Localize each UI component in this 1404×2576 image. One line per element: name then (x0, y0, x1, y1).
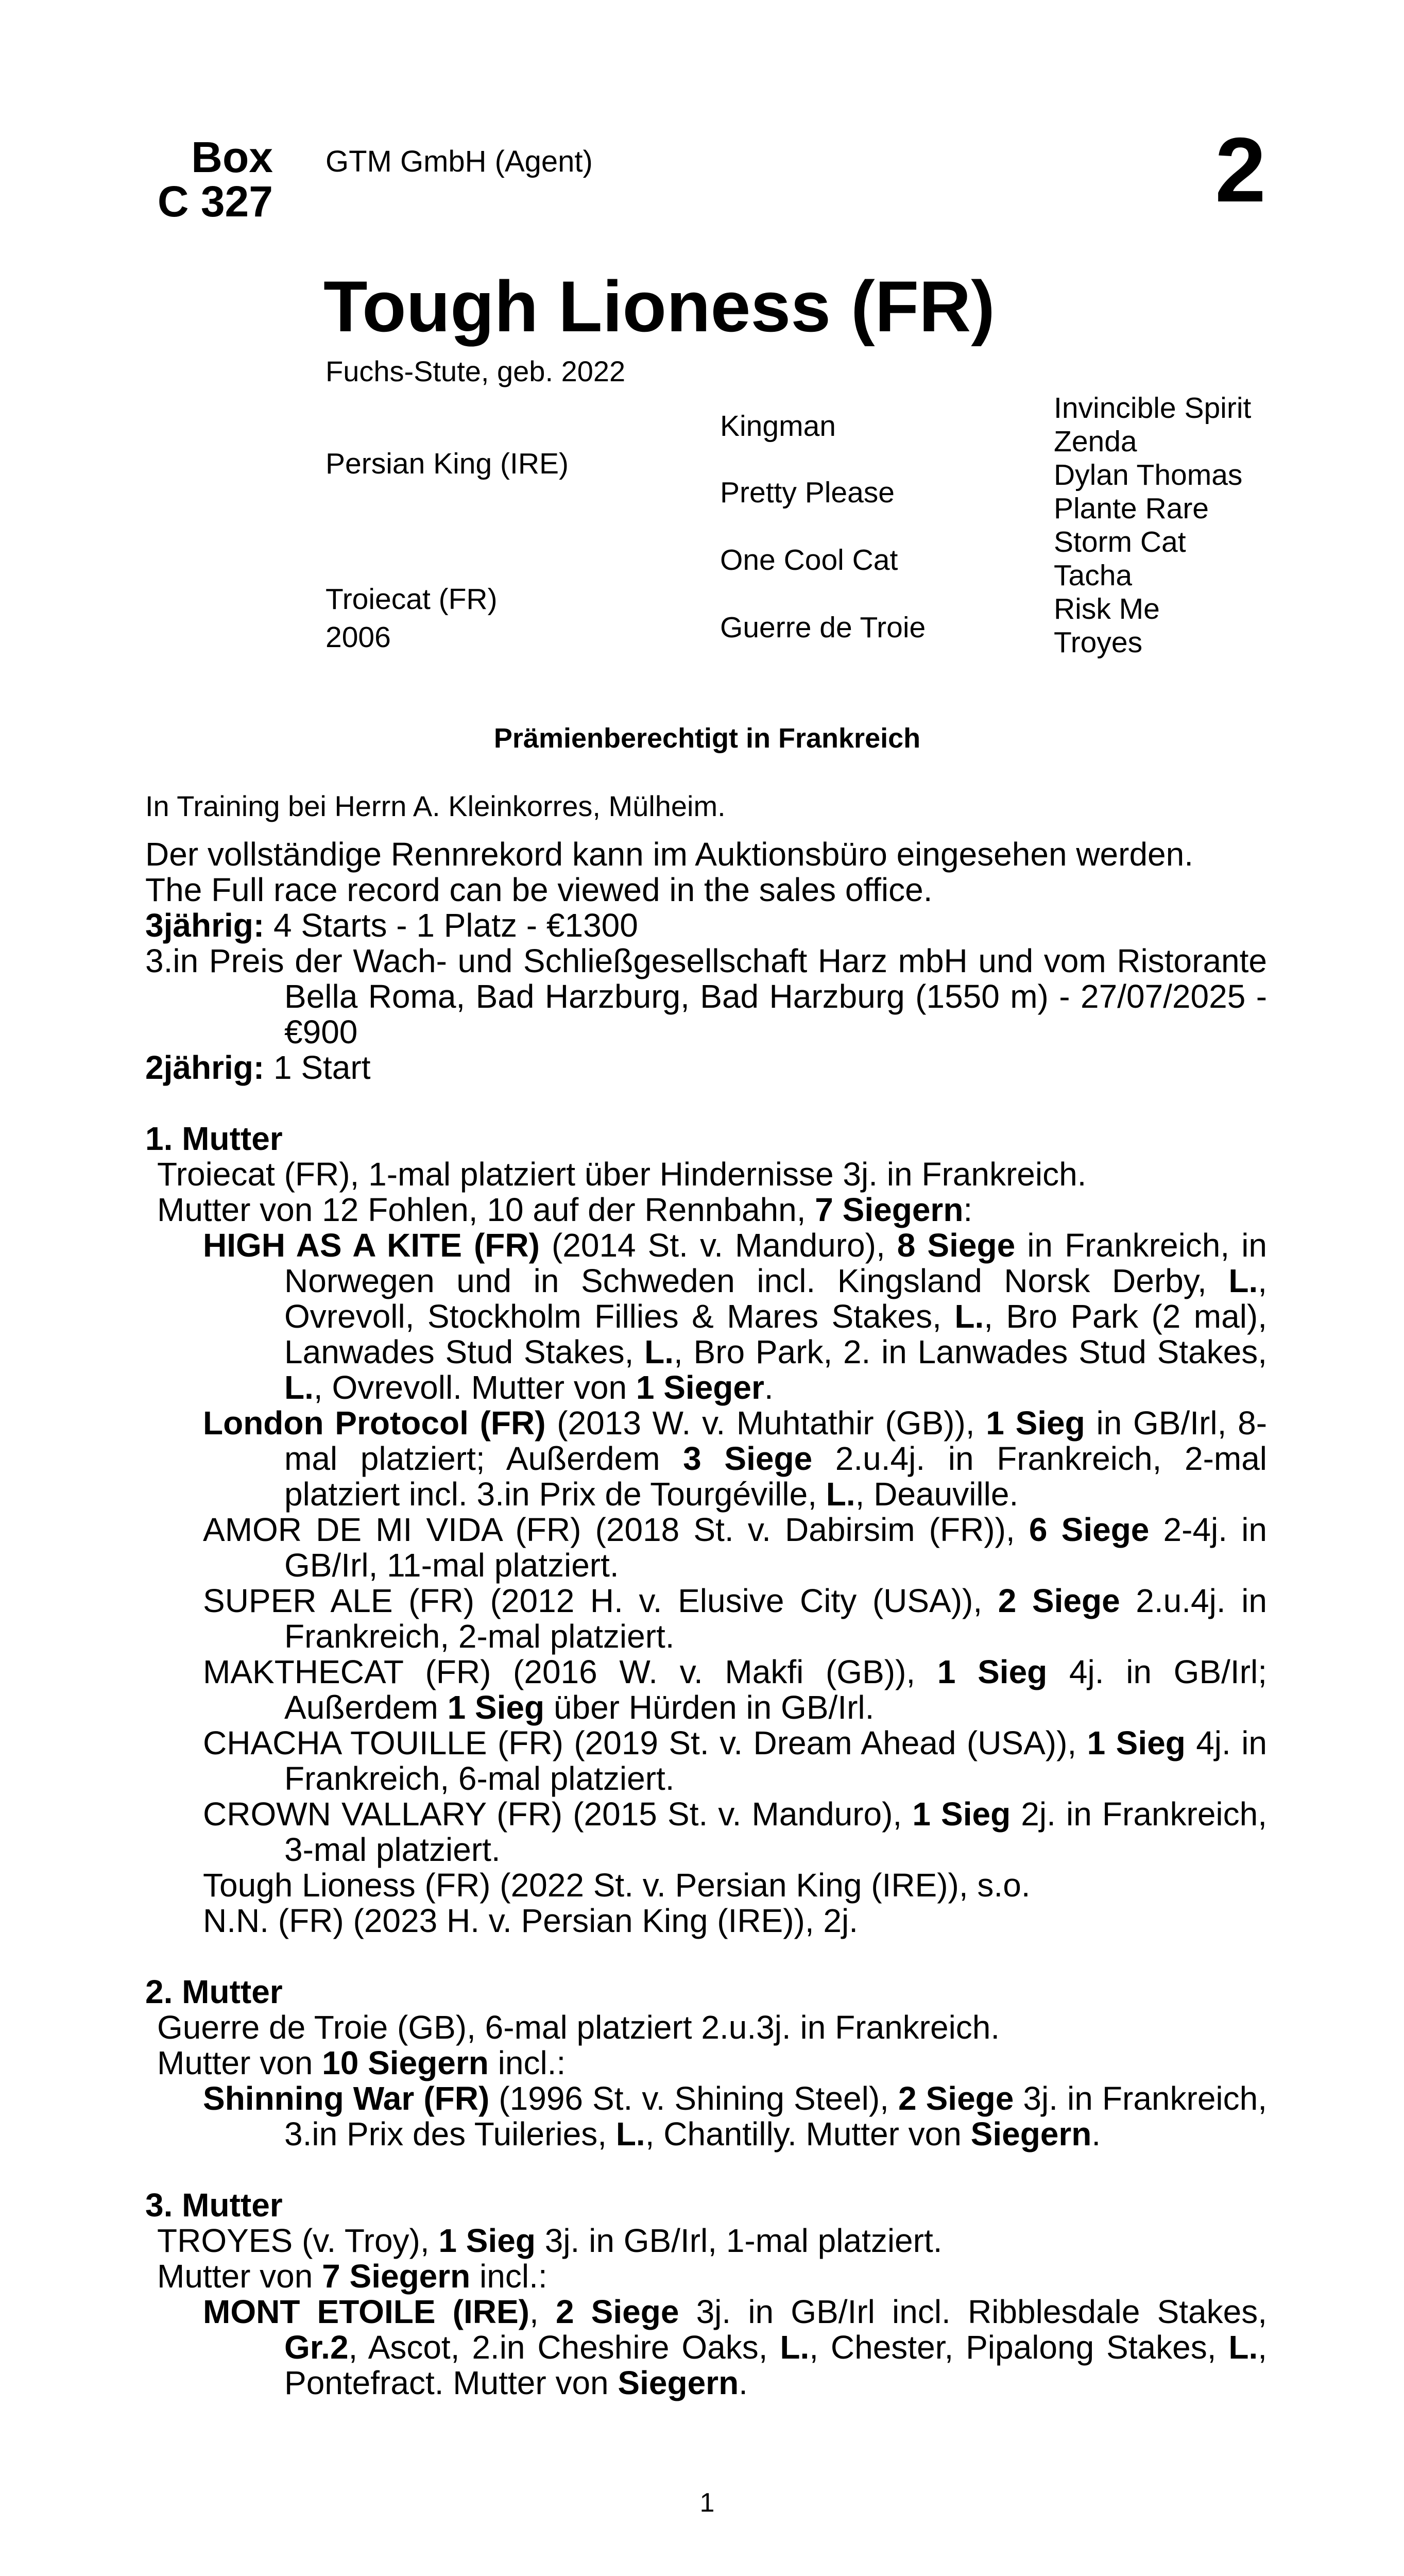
text: 3j. in GB/Irl, 1-mal platziert. (535, 2222, 943, 2259)
text: incl.: (488, 2044, 566, 2081)
offspring-entry (145, 1797, 1267, 1868)
bold-text: 1 Sieg (937, 1653, 1048, 1690)
offspring-entry (145, 1512, 1267, 1583)
bold-text: 1 Sieg (912, 1795, 1011, 1833)
pedigree-great-grandparent: Plante Rare (1054, 492, 1209, 525)
bold-text: 3 Siege (683, 1440, 813, 1477)
spacer (145, 1086, 1267, 1121)
horse-description: Fuchs-Stute, geb. 2022 (326, 355, 626, 387)
text: , Ovrevoll, Stockholm Fillies & Mares Stakes, (284, 1262, 1267, 1335)
box-label: Box (191, 133, 273, 181)
bold-text: 1 Sieger (636, 1369, 764, 1406)
bold-text: 1 Sieg (1087, 1724, 1186, 1761)
bold-text: Siegern (618, 2364, 739, 2401)
text: 4j. in GB/Irl; Außerdem (284, 1653, 1268, 1726)
bold-text: L. (954, 1298, 984, 1335)
bold-text: 2. Mutter (145, 1973, 283, 2010)
text: The Full race record can be viewed in the sales office. (145, 871, 933, 908)
bold-text: 2 Siege (898, 2080, 1014, 2117)
text: . (1091, 2115, 1101, 2153)
bold-text: MONT ETOILE (IRE) (203, 2293, 529, 2330)
bold-text: 3jährig: (145, 907, 265, 944)
text: Mutter von (157, 2044, 322, 2081)
text: 2.u.4j. in Frankreich, 2-mal platziert. (284, 1582, 1268, 1655)
bold-text: 1 Sieg (447, 1689, 545, 1726)
text: , (529, 2293, 556, 2330)
bold-text: L. (780, 2329, 810, 2366)
text: , Pontefract. Mutter von (284, 2329, 1268, 2401)
premium-eligibility: Prämienberechtigt in Frankreich (493, 723, 921, 754)
text-paragraph (145, 1974, 1267, 2010)
text: , Deauville. (855, 1476, 1019, 1513)
text-paragraph (145, 1050, 1267, 1086)
bold-text: 10 Siegern (322, 2044, 489, 2081)
offspring-entry (145, 1725, 1267, 1797)
text: AMOR DE MI VIDA (FR) (2018 St. v. Dabirsim (FR)), (203, 1511, 1029, 1548)
text: 1 Start (264, 1049, 371, 1086)
box-number: C 327 (157, 177, 273, 226)
text: N.N. (FR) (2023 H. v. Persian King (IRE)), 2j. (203, 1902, 858, 1939)
text: 2.u.4j. in Frankreich, 2-mal platziert incl. 3.in Prix de Tourgéville, (284, 1440, 1267, 1513)
text: 3.in Preis der Wach- und Schließgesellschaft Harz mbH und vom Ristorante Bella Roma, Bad Harzburg, Bad Harzburg (1550 m) - 27/07/2025 - €900 (145, 942, 1267, 1050)
text: Troiecat (FR), 1-mal platziert über Hindernisse 3j. in Frankreich. (157, 1156, 1087, 1193)
training-note: In Training bei Herrn A. Kleinkorres, Mülheim. (145, 790, 726, 822)
text-paragraph (145, 2045, 1267, 2081)
text: 2-4j. in GB/Irl, 11-mal platziert. (284, 1511, 1268, 1584)
text-paragraph (145, 2188, 1267, 2223)
offspring-entry (145, 1228, 1267, 1405)
pedigree-great-grandparent: Dylan Thomas (1054, 459, 1243, 492)
pedigree-great-grandparent: Troyes (1054, 626, 1143, 659)
bold-text: L. (615, 2115, 645, 2153)
bold-text: London Protocol (FR) (203, 1404, 546, 1442)
pedigree-great-grandparent: Zenda (1054, 425, 1137, 458)
text: Tough Lioness (FR) (2022 St. v. Persian King (IRE)), s.o. (203, 1867, 1031, 1904)
catalogue-body (145, 837, 1267, 2401)
text-paragraph (145, 1121, 1267, 1157)
text-paragraph (145, 943, 1267, 1050)
pedigree-dam: Troiecat (FR) (326, 583, 498, 616)
bold-text: 7 Siegern (815, 1191, 964, 1228)
lot-number: 2 (1215, 118, 1266, 221)
offspring-entry (145, 1654, 1267, 1725)
bold-text: L. (284, 1369, 314, 1406)
text: , Ovrevoll. Mutter von (313, 1369, 636, 1406)
bold-text: 1 Sieg (986, 1404, 1085, 1442)
bold-text: 1 Sieg (438, 2222, 536, 2259)
text: , Chantilly. Mutter von (645, 2115, 971, 2153)
text-paragraph (145, 2259, 1267, 2294)
box-location (139, 135, 273, 224)
text: in Frankreich, in Norwegen und in Schweden incl. Kingsland Norsk Derby, (284, 1227, 1268, 1299)
bold-text: L. (644, 1333, 674, 1370)
text: CROWN VALLARY (FR) (2015 St. v. Manduro), (203, 1795, 913, 1833)
text: (2013 W. v. Muhtathir (GB)), (545, 1404, 986, 1442)
bold-text: 8 Siege (897, 1227, 1016, 1264)
pedigree-great-grandparent: Storm Cat (1054, 526, 1186, 558)
text: . (739, 2364, 748, 2401)
bold-text: L. (826, 1476, 855, 1513)
text: in GB/Irl, 8-mal platziert; Außerdem (284, 1404, 1268, 1477)
text-paragraph (145, 2010, 1267, 2045)
bold-text: 3. Mutter (145, 2187, 283, 2224)
bold-text: L. (1228, 2329, 1258, 2366)
text: 3j. in GB/Irl incl. Ribblesdale Stakes, (679, 2293, 1268, 2330)
pedigree-grandparent: One Cool Cat (720, 544, 898, 577)
text-paragraph (145, 872, 1267, 908)
offspring-entry (145, 1405, 1267, 1512)
text: , Ascot, 2.in Cheshire Oaks, (348, 2329, 780, 2366)
text: , Chester, Pipalong Stakes, (809, 2329, 1229, 2366)
text: . (764, 1369, 774, 1406)
text: : (963, 1191, 973, 1228)
bold-text: HIGH AS A KITE (FR) (203, 1227, 540, 1264)
spacer (145, 2152, 1267, 2188)
bold-text: L. (1228, 1262, 1258, 1299)
text: Mutter von 12 Fohlen, 10 auf der Rennbahn, (157, 1191, 815, 1228)
bold-text: Siegern (970, 2115, 1092, 2153)
page-number: 1 (699, 2488, 715, 2518)
pedigree-grandparent: Kingman (720, 410, 836, 443)
bold-text: Gr.2 (284, 2329, 349, 2366)
text: , Bro Park (2 mal), Lanwades Stud Stakes, (284, 1298, 1268, 1370)
spacer (145, 1939, 1267, 1974)
text-paragraph (145, 2223, 1267, 2259)
bold-text: 7 Siegern (322, 2258, 471, 2295)
text: Guerre de Troie (GB), 6-mal platziert 2.u.3j. in Frankreich. (157, 2009, 1000, 2046)
offspring-entry (145, 2294, 1267, 2401)
pedigree-dam-year: 2006 (326, 621, 391, 654)
text: 2j. in Frankreich, 3-mal platziert. (284, 1795, 1268, 1868)
text: über Hürden in GB/Irl. (544, 1689, 875, 1726)
pedigree-grandparent: Pretty Please (720, 476, 895, 509)
text: (2014 St. v. Manduro), (539, 1227, 897, 1264)
bold-text: 2 Siege (555, 2293, 679, 2330)
text: MAKTHECAT (FR) (2016 W. v. Makfi (GB)), (203, 1653, 937, 1690)
text-paragraph (145, 1157, 1267, 1192)
text-paragraph (145, 908, 1267, 943)
text: Mutter von (157, 2258, 322, 2295)
text-paragraph (145, 837, 1267, 872)
text-paragraph (145, 1192, 1267, 1228)
pedigree-great-grandparent: Risk Me (1054, 592, 1160, 625)
bold-text: Shinning War (FR) (203, 2080, 490, 2117)
text: 4 Starts - 1 Platz - €1300 (264, 907, 638, 944)
text: , Bro Park, 2. in Lanwades Stud Stakes, (673, 1333, 1268, 1370)
bold-text: 2 Siege (998, 1582, 1120, 1619)
offspring-entry (145, 2081, 1267, 2152)
text: incl.: (470, 2258, 547, 2295)
bold-text: 2jährig: (145, 1049, 265, 1086)
pedigree-great-grandparent: Tacha (1054, 559, 1133, 592)
pedigree-great-grandparent: Invincible Spirit (1054, 392, 1252, 425)
horse-name-title: Tough Lioness (FR) (323, 266, 995, 347)
offspring-entry (145, 1868, 1267, 1903)
agent-name: GTM GmbH (Agent) (326, 145, 593, 178)
offspring-entry (145, 1583, 1267, 1654)
text: TROYES (v. Troy), (157, 2222, 439, 2259)
bold-text: 1. Mutter (145, 1120, 283, 1157)
pedigree-sire: Persian King (IRE) (326, 447, 569, 480)
offspring-entry (145, 1903, 1267, 1939)
text: CHACHA TOUILLE (FR) (2019 St. v. Dream Ahead (USA)), (203, 1724, 1087, 1761)
text: Der vollständige Rennrekord kann im Auktionsbüro eingesehen werden. (145, 836, 1193, 873)
text: SUPER ALE (FR) (2012 H. v. Elusive City (USA)), (203, 1582, 998, 1619)
text: 4j. in Frankreich, 6-mal platziert. (284, 1724, 1268, 1797)
bold-text: 6 Siege (1029, 1511, 1150, 1548)
text: (1996 St. v. Shining Steel), (489, 2080, 898, 2117)
pedigree-grandparent: Guerre de Troie (720, 611, 926, 644)
text: 3j. in Frankreich, 3.in Prix des Tuileries, (284, 2080, 1268, 2153)
